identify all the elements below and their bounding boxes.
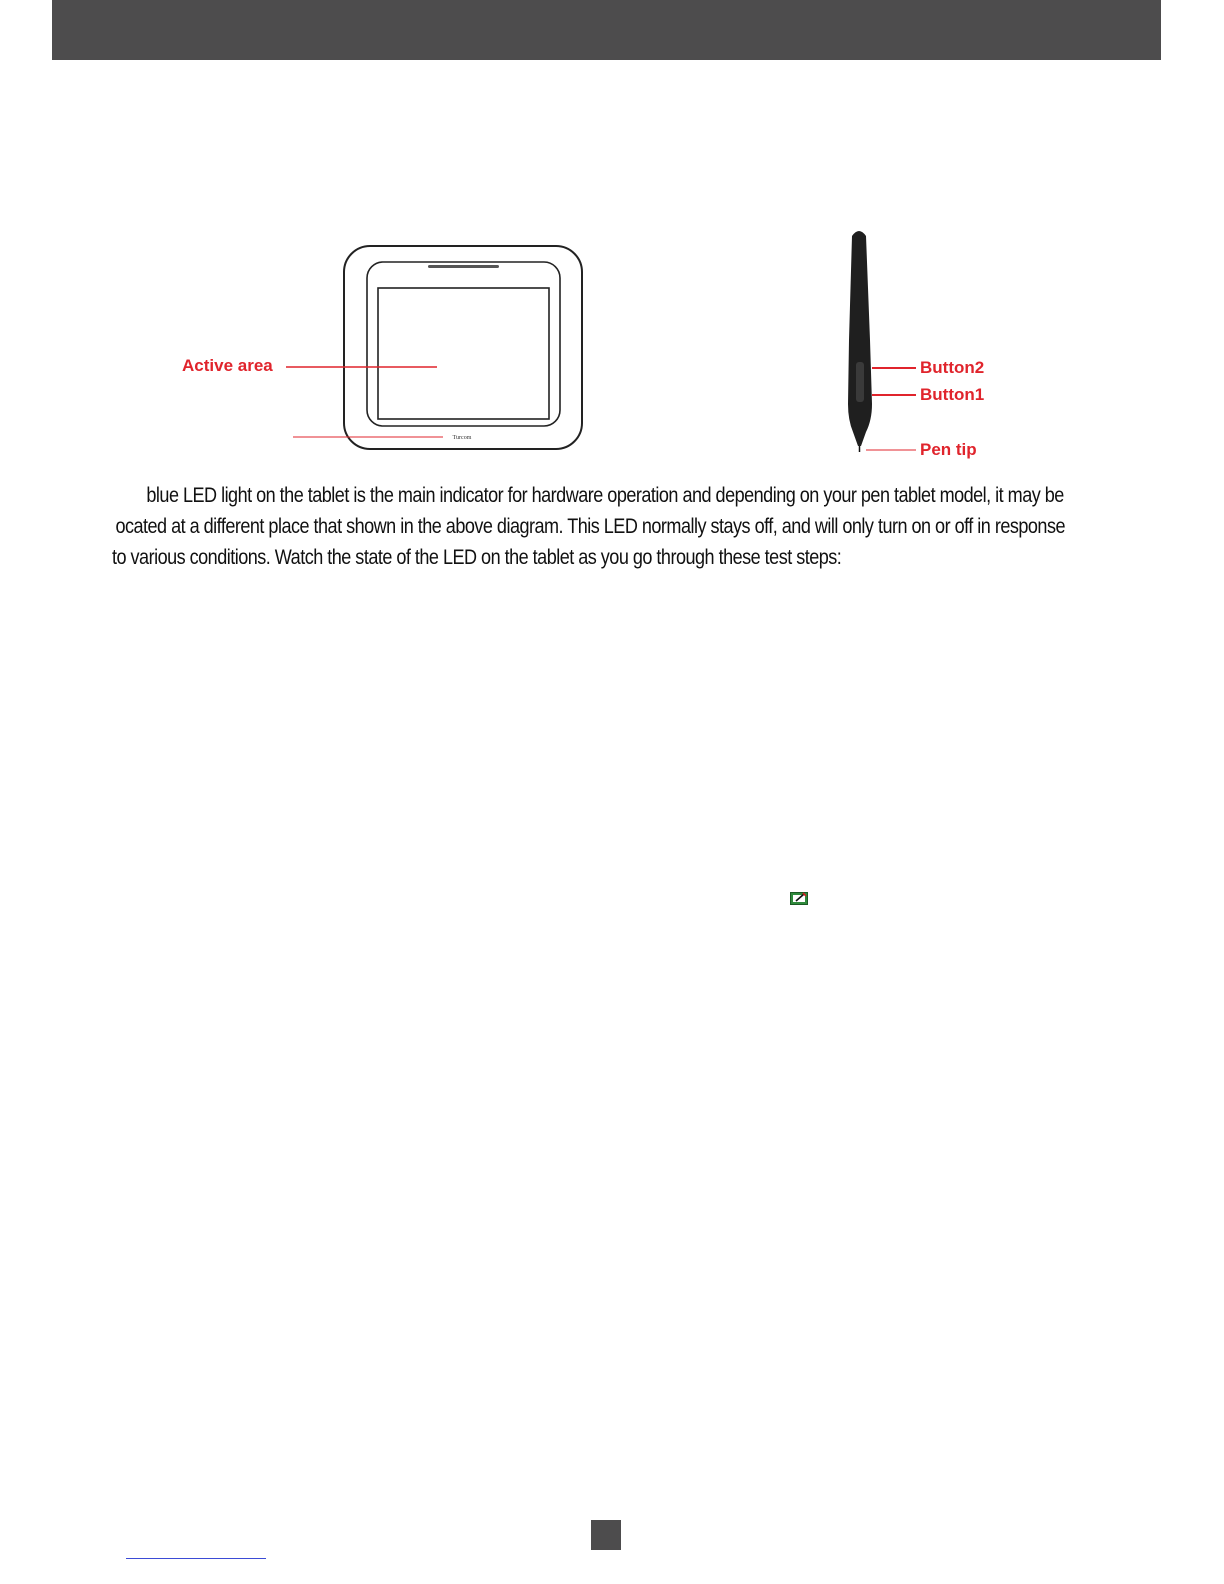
tablet-led-slot: [428, 265, 499, 268]
footer-link-underline[interactable]: [126, 1558, 266, 1559]
tablet-brand-text: Turcom: [452, 435, 472, 441]
tablet-active-area: [378, 288, 549, 419]
callout-button1: Button1: [920, 385, 985, 404]
callout-active-area: Active area: [182, 356, 273, 375]
tablet-pen-diagram: [0, 200, 1224, 480]
pen-body: [848, 231, 872, 446]
page-number-box: [591, 1520, 621, 1550]
paragraph-line: to various conditions. Watch the state of the LED on the tablet as you go through these test steps:: [112, 546, 842, 569]
pen-button-strip: [856, 362, 864, 402]
callout-pen-tip: Pen tip: [920, 440, 977, 459]
callout-button2: Button2: [920, 358, 985, 377]
led-paragraph: [112, 480, 1065, 573]
paragraph-line: ocated at a different place that shown in the above diagram. This LED normally stays off, and will only turn on or off in response: [115, 515, 1065, 538]
header-bar: [52, 0, 1161, 60]
tablet-tray-icon: [790, 892, 808, 905]
pen: [848, 231, 872, 452]
paragraph-line: blue LED light on the tablet is the main indicator for hardware operation and depending on your pen tablet model, it may be: [146, 484, 1064, 507]
